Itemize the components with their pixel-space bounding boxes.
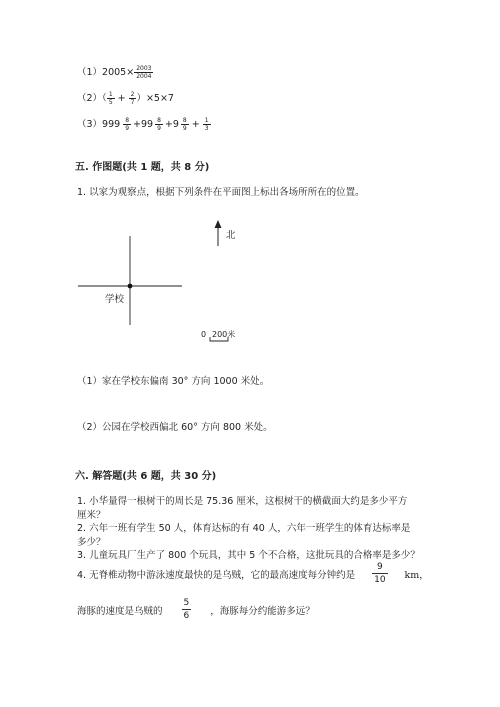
question-2-line-2: 多少？ <box>77 537 106 548</box>
fraction-numerator: 8 <box>182 117 187 124</box>
plus-sign: + <box>117 93 126 104</box>
school-point <box>128 284 133 289</box>
fraction-denominator: 6 <box>183 611 190 621</box>
condition-2: （2）公园在学校西偏北 60° 方向 800 米处。 <box>77 422 273 433</box>
expression-part: 2005× <box>102 67 135 78</box>
fraction <box>373 561 386 586</box>
condition-1: （1）家在学校东偏南 30° 方向 1000 米处。 <box>77 376 270 387</box>
fraction-numerator: 2003 <box>136 65 152 72</box>
paren-left: （ <box>102 93 107 104</box>
scale-label: 200米 <box>212 330 236 339</box>
item-number: （1） <box>77 67 103 78</box>
question-1-line-2: 厘米？ <box>77 510 106 521</box>
item-number: （3） <box>77 119 103 130</box>
fraction-numerator: 5 <box>183 598 190 608</box>
question-1-line-1: 1. 小华量得一根树干的周长是 75.36 厘米，这根树干的横截面大约是多少平方 <box>77 496 408 507</box>
expression-part: + <box>191 119 200 130</box>
expression-part: +9 <box>164 119 179 130</box>
fraction-denominator: 9 <box>157 125 161 132</box>
fraction-denominator: 5 <box>108 99 113 106</box>
question-text: 1. 以家为观察点，根据下列条件在平面图上标出各场所所在的位置。 <box>77 187 365 198</box>
question-4-line-2 <box>77 597 315 622</box>
fraction-numerator: 1 <box>204 117 209 124</box>
fraction-numerator: 8 <box>125 117 130 124</box>
question-4-text: 海豚的速度是乌贼的 <box>77 605 163 617</box>
fraction-denominator: 7 <box>130 99 135 106</box>
fraction-numerator: 8 <box>157 117 161 124</box>
fraction-denominator: 10 <box>374 575 386 585</box>
fraction-denominator: 3 <box>204 125 209 132</box>
question-2-line-1: 2. 六年一班有学生 50 人，体育达标的有 40 人，六年一班学生的体育达标率是 <box>77 523 411 534</box>
question-4-line-1 <box>77 561 429 586</box>
fraction-denominator: 9 <box>182 125 187 132</box>
fraction-numerator: 2 <box>130 91 135 98</box>
question-4-text: 4. 无脊椎动物中游泳速度最快的是乌贼，它的最高速度每分钟约是 <box>77 569 356 581</box>
school-label: 学校 <box>105 294 125 305</box>
question-3: 3. 儿童玩具厂生产了 800 个玩具，其中 5 个不合格，这批玩具的合格率是多少？ <box>77 550 420 561</box>
north-arrow-head <box>215 220 222 228</box>
fraction-numerator: 1 <box>108 91 113 98</box>
scale-zero-label: 0 <box>201 330 207 339</box>
section-title: 六. 解答题(共 6 题，共 30 分) <box>75 471 217 482</box>
unit-text: km， <box>404 569 429 581</box>
fraction <box>183 597 191 622</box>
expression-part: +99 <box>133 119 154 130</box>
item-number: （2） <box>77 93 103 104</box>
fraction-numerator: 9 <box>376 562 383 572</box>
expression-part: ）×5×7 <box>136 93 174 104</box>
north-label: 北 <box>226 230 236 241</box>
section-title: 五. 作图题(共 1 题，共 8 分) <box>75 162 210 173</box>
expression-part: 999 <box>102 119 121 130</box>
fraction-denominator: 2004 <box>136 73 152 80</box>
question-4-text: ，海豚每分约能游多远？ <box>210 605 315 617</box>
fraction-denominator: 9 <box>125 125 130 132</box>
